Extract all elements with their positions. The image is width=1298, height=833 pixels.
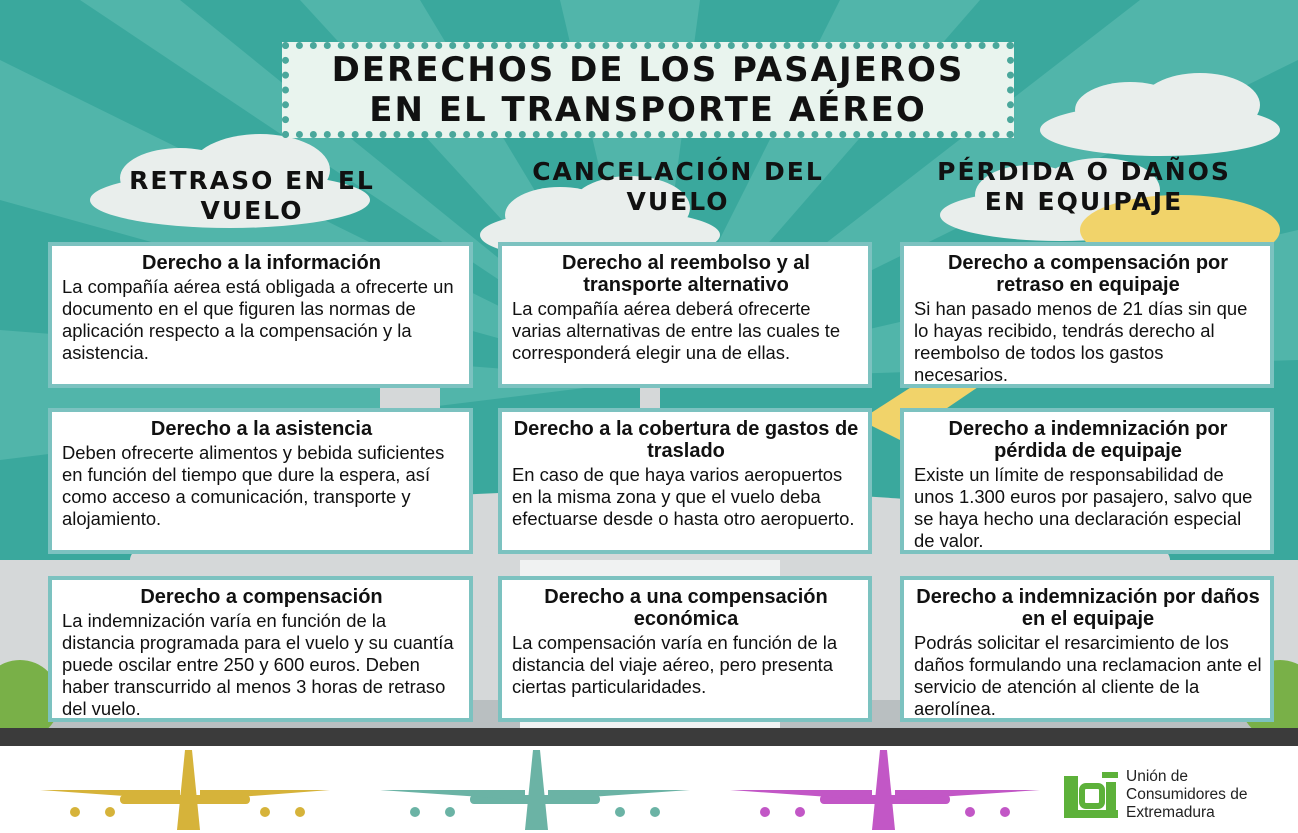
card-right-to-transfer-costs bbox=[498, 408, 872, 554]
card-body: En caso de que haya varios aeropuertos en la misma zona y que el vuelo deba efectuarse desde o hasta otro aeropuerto. bbox=[512, 464, 855, 529]
card-right-to-indemnity-luggage-damage bbox=[900, 576, 1274, 722]
card-title: Derecho a la cobertura de gastos de traslado bbox=[513, 418, 859, 462]
logo-mark-icon bbox=[1062, 770, 1120, 822]
card-body: Podrás solicitar el resarcimiento de los daños formulando una reclamacion ante el servicio de atención al cliente de la aerolínea. bbox=[914, 632, 1262, 719]
card-title: Derecho a la asistencia bbox=[150, 418, 373, 440]
logo-text-line-2: Consumidores de bbox=[1126, 786, 1248, 803]
column-heading-luggage bbox=[904, 157, 1264, 217]
card-right-to-indemnity-luggage-loss bbox=[900, 408, 1274, 554]
card-right-to-compensation-delay bbox=[48, 576, 473, 722]
card-title: Derecho a indemnización por pérdida de equipaje bbox=[948, 418, 1228, 462]
card-body: La compañía aérea deberá ofrecerte varias alternativas de entre las cuales te corresponderá elegir una de ellas. bbox=[512, 298, 841, 363]
card-body: Si han pasado menos de 21 días sin que lo hayas recibido, tendrás derecho al reembolso de todos los gastos necesarios. bbox=[914, 298, 1248, 385]
title-banner bbox=[282, 42, 1014, 138]
column-heading-luggage-line-1: PÉRDIDA O DAÑOS bbox=[937, 157, 1231, 186]
card-title: Derecho al reembolso y al transporte alternativo bbox=[562, 252, 810, 296]
column-heading-delay-line-1: RETRASO EN EL bbox=[129, 166, 375, 195]
card-right-to-refund bbox=[498, 242, 872, 388]
title-line-2: EN EL TRANSPORTE AÉREO bbox=[369, 90, 927, 130]
card-right-to-economic-compensation bbox=[498, 576, 872, 722]
column-heading-cancellation-line-2: VUELO bbox=[626, 187, 730, 216]
title-line-1: DERECHOS DE LOS PASAJEROS bbox=[331, 50, 965, 90]
card-right-to-assistance bbox=[48, 408, 473, 554]
logo-text-line-1: Unión de bbox=[1126, 768, 1189, 785]
logo-text-line-3: Extremadura bbox=[1126, 804, 1215, 821]
card-body: Existe un límite de responsabilidad de unos 1.300 euros por pasajero, salvo que se haya hecho una declaración especial de valor. bbox=[914, 464, 1253, 551]
card-title: Derecho a la información bbox=[142, 252, 381, 274]
column-heading-luggage-line-2: EN EQUIPAJE bbox=[984, 187, 1184, 216]
card-right-to-compensation-luggage-delay bbox=[900, 242, 1274, 388]
organization-logo bbox=[1062, 768, 1292, 826]
card-body: La indemnización varía en función de la distancia programada para el vuelo y su cuantía puede oscilar entre 250 y 600 euros. Deben haber transcurrido al menos 3 horas de retraso del vuelo. bbox=[62, 610, 454, 719]
column-heading-cancellation-line-1: CANCELACIÓN DEL bbox=[532, 157, 824, 186]
card-title: Derecho a compensación por retraso en equipaje bbox=[947, 252, 1229, 296]
logo-text bbox=[1126, 768, 1247, 822]
card-right-to-information bbox=[48, 242, 473, 388]
card-body: La compañía aérea está obligada a ofrecerte un documento en el que figuren las normas de aplicación respecto a la compensación y la asistencia. bbox=[62, 276, 454, 363]
column-heading-delay-line-2: VUELO bbox=[200, 196, 304, 225]
card-body: Deben ofrecerte alimentos y bebida suficientes en función del tiempo que dure la espera, así como acceso a comunicación, transporte y alojamiento. bbox=[62, 442, 445, 529]
column-heading-delay bbox=[92, 166, 412, 226]
card-title: Derecho a compensación bbox=[140, 586, 383, 608]
column-heading-cancellation bbox=[500, 157, 856, 217]
card-title: Derecho a indemnización por daños en el equipaje bbox=[916, 586, 1260, 630]
card-body: La compensación varía en función de la distancia del viaje aéreo, pero presenta ciertas particularidades. bbox=[512, 632, 838, 697]
card-title: Derecho a una compensación económica bbox=[544, 586, 828, 630]
